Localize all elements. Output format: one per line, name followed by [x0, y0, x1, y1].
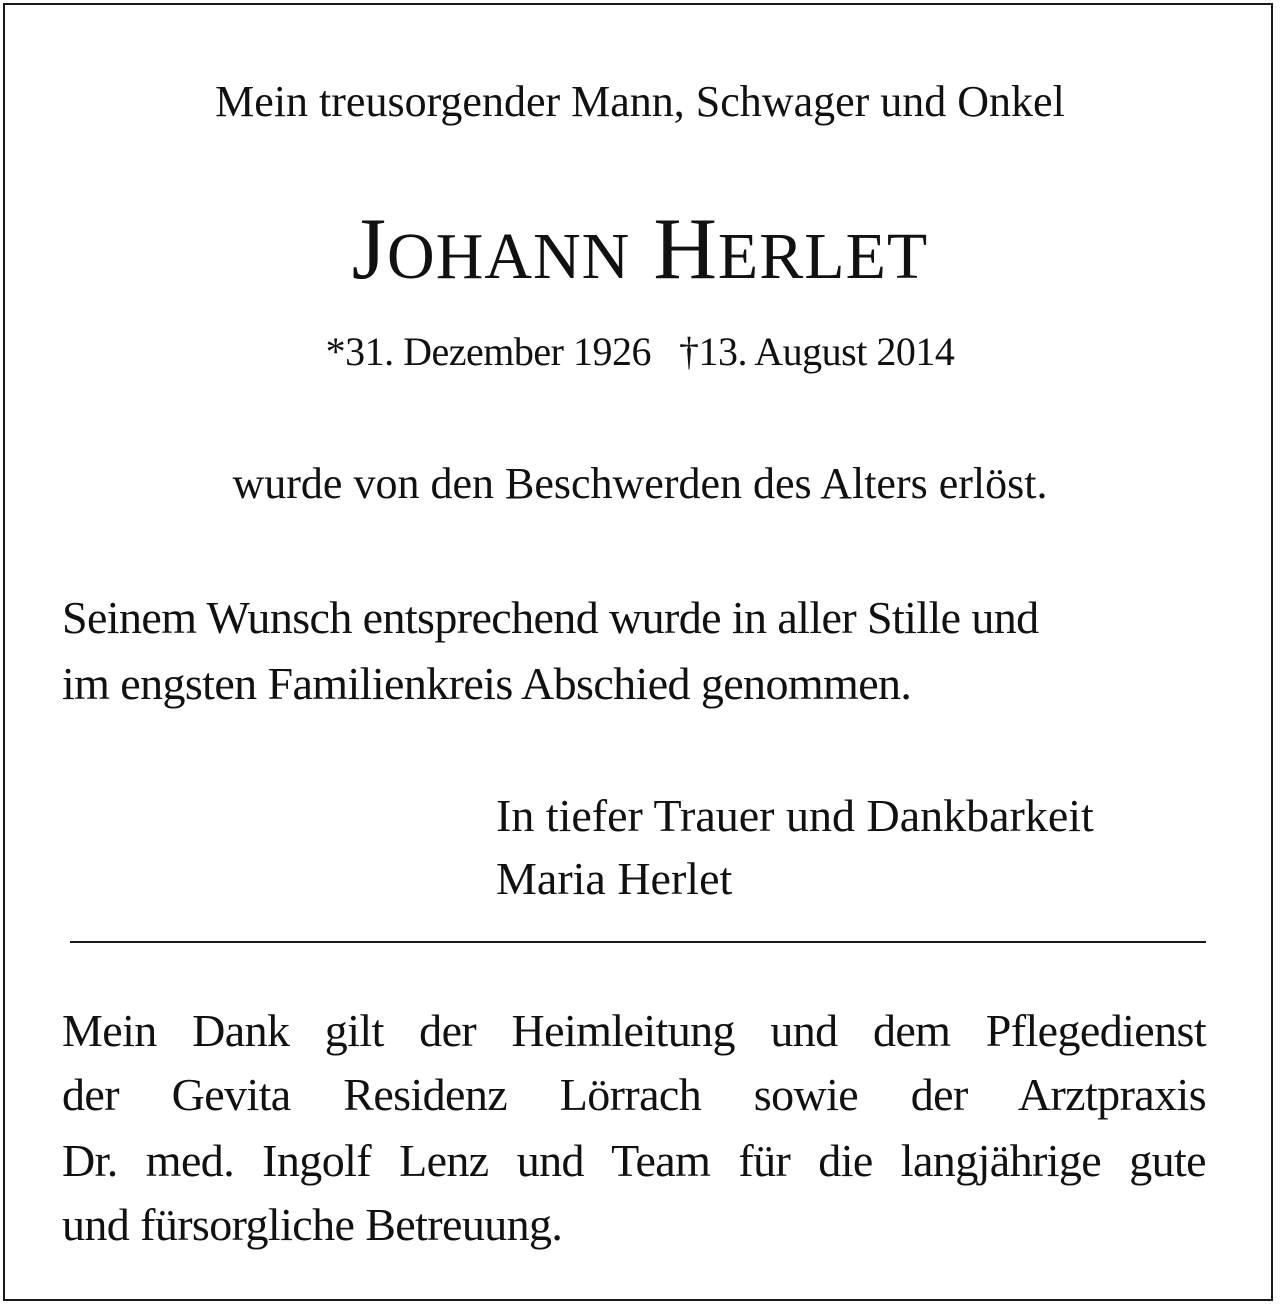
intro-line: Mein treusorgender Mann, Schwager und Onkel [215, 77, 1065, 126]
birth-date: *31. Dezember 1926 [325, 329, 651, 374]
divider-rule [70, 941, 1206, 943]
signer-name: Maria Herlet [496, 853, 733, 904]
deceased-name [0, 201, 1280, 298]
farewell-line-2: im engsten Familienkreis Abschied genommen. [62, 658, 912, 709]
relief-line: wurde von den Beschwerden des Alters erlöst. [232, 459, 1048, 508]
last-name-initial: H [653, 201, 718, 298]
first-name-initial: J [351, 201, 388, 298]
life-dates [0, 329, 1280, 374]
death-date: †13. August 2014 [678, 329, 955, 374]
thanks-line-4: und fürsorgliche Betreuung. [62, 1199, 563, 1250]
last-name-rest: ERLET [717, 220, 929, 293]
first-name-rest: OHANN [387, 220, 631, 293]
thanks-line-1: Mein Dank gilt der Heimleitung und dem Pflegedienst [62, 1005, 1206, 1056]
thanks-line-3: Dr. med. Ingolf Lenz und Team für die langjährige gute [62, 1135, 1206, 1186]
farewell-line-1: Seinem Wunsch entsprechend wurde in aller Stille und [62, 592, 1039, 643]
closing-phrase: In tiefer Trauer und Dankbarkeit [496, 790, 1094, 841]
thanks-line-2: der Gevita Residenz Lörrach sowie der Arztpraxis [62, 1069, 1206, 1120]
